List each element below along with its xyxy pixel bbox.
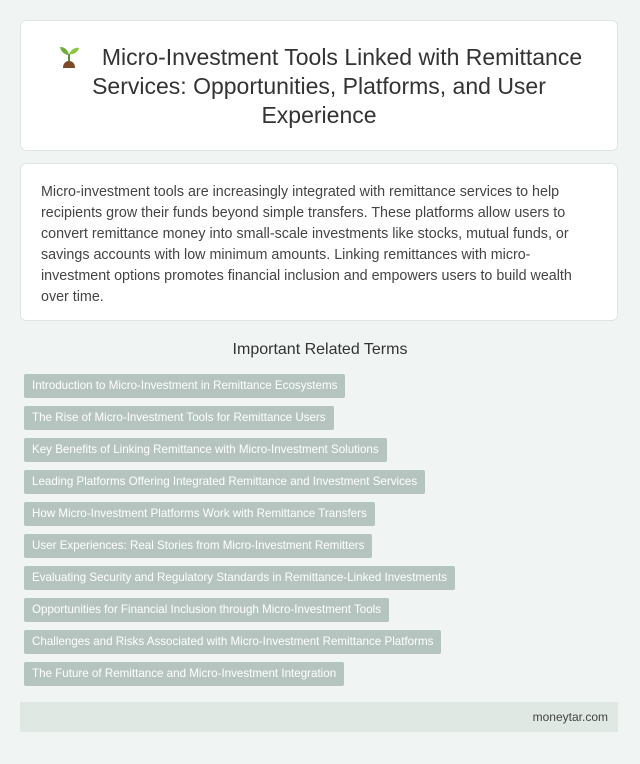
intro-paragraph: Micro-investment tools are increasingly integrated with remittance services to help recipients grow their funds beyond simple transfers. These platforms allow users to convert remittance money into small-scale investments like stocks, mutual funds, or savings accounts with low minimum amounts. Linking remittances with micro-investment options promotes financial inclusion and empowers users to build wealth over time. [41,184,572,305]
related-term-tag[interactable]: The Rise of Micro-Investment Tools for Remittance Users [24,406,334,430]
related-term-tag[interactable]: Key Benefits of Linking Remittance with Micro-Investment Solutions [24,438,387,462]
intro-card [20,163,618,321]
related-term-tag[interactable]: Evaluating Security and Regulatory Standards in Remittance-Linked Investments [24,566,455,590]
related-term-tag[interactable]: Opportunities for Financial Inclusion through Micro-Investment Tools [24,598,389,622]
related-term-tag[interactable]: Introduction to Micro-Investment in Remittance Ecosystems [24,374,345,398]
sprout-icon [56,42,82,68]
related-term-tag[interactable]: How Micro-Investment Platforms Work with Remittance Transfers [24,502,375,526]
footer-site-link[interactable]: moneytar.com [532,710,608,724]
related-term-tag[interactable]: Leading Platforms Offering Integrated Remittance and Investment Services [24,470,425,494]
related-term-tag[interactable]: User Experiences: Real Stories from Micro-Investment Remitters [24,534,372,558]
footer-bar [20,702,618,732]
related-terms-heading: Important Related Terms [232,341,408,358]
related-terms-list [24,374,624,694]
page-title-text: Micro-Investment Tools Linked with Remittance Services: Opportunities, Platforms, and User Experience [92,43,583,128]
related-term-tag[interactable]: The Future of Remittance and Micro-Investment Integration [24,662,344,686]
title-card [20,20,618,151]
related-term-tag[interactable]: Challenges and Risks Associated with Micro-Investment Remittance Platforms [24,630,441,654]
page-title [37,42,601,130]
